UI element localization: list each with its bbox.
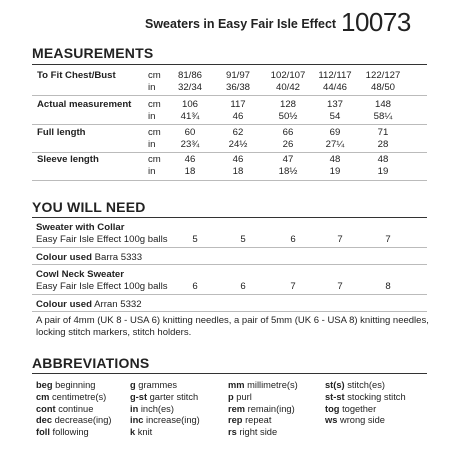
yarn-quantity: 6 xyxy=(290,234,296,245)
measurement-row xyxy=(32,82,432,93)
collar-colour: Colour used Barra 5333 xyxy=(36,252,143,263)
measurement-value: 60 xyxy=(184,127,196,138)
measurement-value: 66 xyxy=(282,127,294,138)
measurement-unit: in xyxy=(148,111,156,122)
abbreviation-item: cm centimetre(s) xyxy=(36,391,107,402)
measurement-unit: cm xyxy=(148,127,161,138)
measurement-value: 44/46 xyxy=(322,82,347,93)
measurement-row xyxy=(32,70,432,81)
yarn-quantity: 7 xyxy=(385,234,391,245)
abbreviation-item: cont continue xyxy=(36,403,94,414)
divider xyxy=(32,247,427,248)
abbreviations-heading: ABBREVIATIONS xyxy=(32,355,150,371)
measurement-value: 122/127 xyxy=(365,70,401,81)
measurement-value: 40/42 xyxy=(275,82,300,93)
measurement-row xyxy=(32,99,432,110)
measurement-row xyxy=(32,127,432,138)
measurement-value: 24½ xyxy=(228,139,248,150)
measurements-rule xyxy=(32,64,427,65)
measurement-value: 41¾ xyxy=(180,111,200,122)
pattern-title: Sweaters in Easy Fair Isle Effect xyxy=(145,17,337,31)
measurement-value: 46 xyxy=(232,111,244,122)
measurement-unit: cm xyxy=(148,99,161,110)
measurement-row xyxy=(32,166,432,177)
measurement-label: To Fit Chest/Bust xyxy=(37,70,116,81)
abbreviation-item: ws wrong side xyxy=(325,415,385,426)
measurement-value: 36/38 xyxy=(225,82,250,93)
abbreviation-item: tog together xyxy=(325,403,377,414)
measurement-value: 28 xyxy=(377,139,389,150)
measurement-value: 91/97 xyxy=(225,70,250,81)
measurement-value: 23¾ xyxy=(180,139,200,150)
measurement-value: 117 xyxy=(230,99,246,110)
pattern-header xyxy=(0,7,450,37)
yarn-quantity: 5 xyxy=(192,234,198,245)
yarn-quantity: 7 xyxy=(290,281,296,292)
needles-text: A pair of 4mm (UK 8 - USA 6) knitting needles, a pair of 5mm (UK 6 - USA 8) knitting needles, locking stitch markers, stitch holders. xyxy=(36,315,429,338)
measurement-row xyxy=(32,154,432,165)
measurement-label: Full length xyxy=(37,127,86,138)
measurement-value: 48 xyxy=(329,154,341,165)
cowl-colour: Colour used Arran 5332 xyxy=(36,299,142,310)
measurement-value: 58¼ xyxy=(373,111,393,122)
measurement-unit: cm xyxy=(148,154,161,165)
abbreviation-item: st-st stocking stitch xyxy=(325,391,406,402)
measurement-value: 26 xyxy=(282,139,294,150)
divider xyxy=(32,311,427,312)
measurement-value: 18½ xyxy=(278,166,298,177)
abbreviation-item: k knit xyxy=(130,427,153,438)
abbreviation-item: inc increase(ing) xyxy=(130,415,200,426)
measurements-heading: MEASUREMENTS xyxy=(32,45,154,61)
measurement-value: 46 xyxy=(184,154,196,165)
abbreviation-item: in inch(es) xyxy=(130,403,174,414)
collar-title: Sweater with Collar xyxy=(36,222,125,233)
abbreviation-item: dec decrease(ing) xyxy=(36,415,112,426)
measurement-row xyxy=(32,139,432,150)
cowl-yarn: Easy Fair Isle Effect 100g balls xyxy=(36,281,168,292)
measurement-value: 27¼ xyxy=(325,139,345,150)
measurement-unit: in xyxy=(148,166,156,177)
measurement-value: 106 xyxy=(181,99,198,110)
cowl-title: Cowl Neck Sweater xyxy=(36,269,124,280)
abbreviation-item: rs right side xyxy=(228,427,278,438)
yarn-quantity: 6 xyxy=(240,281,246,292)
abbreviations-rule xyxy=(32,373,427,374)
abbreviation-item: mm millimetre(s) xyxy=(228,380,298,390)
yarn-quantity: 6 xyxy=(192,281,198,292)
abbreviation-item: foll following xyxy=(36,427,89,438)
measurement-value: 62 xyxy=(232,127,244,138)
measurement-unit: in xyxy=(148,82,156,93)
abbreviation-item: g-st garter stitch xyxy=(130,391,199,402)
abbreviation-item: rep repeat xyxy=(228,415,272,426)
divider xyxy=(32,180,427,181)
measurement-value: 102/107 xyxy=(270,70,306,81)
abbreviation-item: st(s) stitch(es) xyxy=(325,380,385,390)
abbreviation-item: rem remain(ing) xyxy=(228,403,295,414)
yarn-quantity: 5 xyxy=(240,234,246,245)
pattern-code: 10073 xyxy=(341,7,411,37)
divider xyxy=(32,294,427,295)
divider xyxy=(32,95,427,96)
abbreviation-item: p purl xyxy=(228,391,252,402)
measurement-value: 19 xyxy=(329,166,341,177)
measurement-value: 48 xyxy=(377,154,389,165)
measurement-value: 48/50 xyxy=(370,82,395,93)
measurement-value: 18 xyxy=(232,166,244,177)
measurement-label: Actual measurement xyxy=(37,99,132,110)
divider xyxy=(32,152,427,153)
measurement-value: 46 xyxy=(232,154,244,165)
measurement-value: 112/117 xyxy=(318,70,352,81)
collar-yarn: Easy Fair Isle Effect 100g balls xyxy=(36,234,168,245)
abbreviation-item: g grammes xyxy=(130,380,178,390)
measurement-value: 54 xyxy=(329,111,341,122)
divider xyxy=(32,264,427,265)
measurement-unit: cm xyxy=(148,70,161,81)
yarn-quantity: 7 xyxy=(337,281,343,292)
measurement-value: 71 xyxy=(377,127,389,138)
measurement-row xyxy=(32,111,432,122)
measurement-unit: in xyxy=(148,139,156,150)
measurement-value: 81/86 xyxy=(177,70,202,81)
yarn-quantity: 8 xyxy=(385,281,391,292)
measurement-value: 50½ xyxy=(278,111,298,122)
you-will-need-rule xyxy=(32,217,427,218)
divider xyxy=(32,124,427,125)
measurement-value: 137 xyxy=(326,99,343,110)
measurement-value: 18 xyxy=(184,166,196,177)
yarn-quantity: 7 xyxy=(337,234,343,245)
measurement-value: 32/34 xyxy=(177,82,202,93)
abbreviation-item: beg beginning xyxy=(36,380,96,390)
you-will-need-heading: YOU WILL NEED xyxy=(32,199,146,215)
measurement-value: 69 xyxy=(329,127,341,138)
measurement-value: 128 xyxy=(279,99,296,110)
measurement-label: Sleeve length xyxy=(37,154,99,165)
measurement-value: 19 xyxy=(377,166,389,177)
measurement-value: 148 xyxy=(374,99,391,110)
measurement-value: 47 xyxy=(282,154,294,165)
